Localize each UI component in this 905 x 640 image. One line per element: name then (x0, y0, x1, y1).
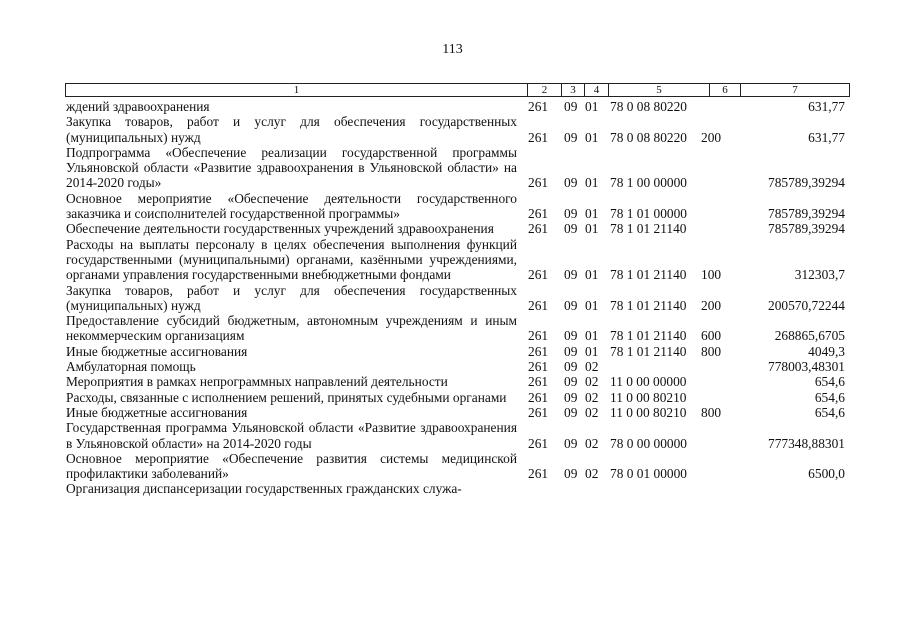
row-target-code: 78 1 01 00000 (610, 206, 687, 222)
row-subsection-code: 02 (585, 374, 599, 390)
page-number: 113 (442, 42, 463, 57)
row-admin-code: 261 (528, 175, 549, 191)
header-col-2: 2 (527, 84, 561, 96)
row-expense-type: 800 (701, 343, 722, 359)
row-amount: 631,77 (808, 99, 845, 114)
row-subsection-code: 01 (585, 206, 599, 222)
row-admin-code: 261 (528, 297, 549, 313)
row-section-code: 09 (564, 343, 578, 359)
row-admin-code: 261 (528, 343, 549, 359)
row-admin-code: 261 (528, 129, 549, 145)
row-name: ждений здравоохранения (66, 99, 210, 114)
row-section-code: 09 (564, 404, 578, 420)
table-row (66, 374, 856, 389)
row-admin-code: 261 (528, 99, 549, 114)
row-expense-type: 100 (701, 267, 722, 283)
table-row (66, 481, 856, 496)
header-col-5: 5 (608, 84, 709, 96)
row-amount: 654,6 (814, 374, 845, 390)
row-amount: 312303,7 (794, 267, 845, 283)
row-name: Мероприятия в рамках непрограммных направлений деятельности (66, 374, 448, 390)
table-row (66, 114, 856, 145)
row-admin-code: 261 (528, 389, 549, 405)
row-subsection-code: 01 (585, 343, 599, 359)
row-subsection-code: 02 (585, 359, 599, 375)
row-subsection-code: 01 (585, 221, 599, 237)
row-section-code: 09 (564, 175, 578, 191)
row-name: Организация диспансеризации государственных гражданских служа- (66, 481, 462, 497)
header-col-6: 6 (709, 84, 740, 96)
table-row (66, 145, 856, 191)
row-name: Предоставление субсидий бюджетным, автономным учреждениям и иным некоммерческим организациям (66, 313, 517, 344)
header-col-4: 4 (584, 84, 608, 96)
row-target-code: 78 1 00 00000 (610, 175, 687, 191)
row-section-code: 09 (564, 359, 578, 375)
row-section-code: 09 (564, 466, 578, 482)
row-amount: 654,6 (814, 404, 845, 420)
row-admin-code: 261 (528, 328, 549, 344)
row-name: Расходы на выплаты персоналу в целях обеспечения выполнения функций государственными (муниципальными) органами, казёнными учреждениями, органами управления государственными внебюджетными фондами (66, 236, 517, 283)
row-name: Амбулаторная помощь (66, 359, 196, 375)
row-admin-code: 261 (528, 206, 549, 222)
row-target-code: 78 1 01 21140 (610, 267, 687, 283)
table-row (66, 221, 856, 236)
row-target-code: 78 0 08 80220 (610, 129, 687, 145)
table-row (66, 390, 856, 405)
table-row (66, 420, 856, 451)
row-section-code: 09 (564, 435, 578, 451)
table-header (65, 83, 850, 97)
row-target-code: 11 0 00 80210 (610, 404, 687, 420)
row-target-code: 78 0 08 80220 (610, 99, 687, 114)
row-admin-code: 261 (528, 435, 549, 451)
row-target-code: 78 1 01 21140 (610, 343, 687, 359)
row-amount: 631,77 (808, 129, 845, 145)
row-section-code: 09 (564, 129, 578, 145)
table-row (66, 451, 856, 482)
row-amount: 785789,39294 (768, 221, 845, 237)
row-target-code: 11 0 00 00000 (610, 374, 687, 390)
row-name: Основное мероприятие «Обеспечение деятельности государственного заказчика и соисполнителей государственной программы» (66, 190, 517, 222)
row-target-code: 11 0 00 80210 (610, 389, 687, 405)
row-admin-code: 261 (528, 466, 549, 482)
header-col-3: 3 (561, 84, 584, 96)
row-name: Государственная программа Ульяновской области «Развитие здравоохранения в Ульяновской области» на 2014-2020 годы (66, 420, 517, 451)
table-row (66, 99, 856, 114)
row-name: Подпрограмма «Обеспечение реализации государственной программы Ульяновской области «Развитие здравоохранения в Ульяновской области» на 2014-2020 годы» (66, 144, 517, 191)
row-target-code: 78 1 01 21140 (610, 297, 687, 313)
row-admin-code: 261 (528, 221, 549, 237)
table-body (66, 99, 856, 497)
table-row (66, 283, 856, 314)
row-section-code: 09 (564, 374, 578, 390)
row-amount: 6500,0 (808, 466, 845, 482)
row-target-code: 78 0 01 00000 (610, 466, 687, 482)
row-expense-type: 600 (701, 328, 722, 344)
row-name: Закупка товаров, работ и услуг для обеспечения государственных (муниципальных) нужд (66, 114, 517, 145)
row-amount: 785789,39294 (768, 206, 845, 222)
row-amount: 654,6 (814, 389, 845, 405)
row-section-code: 09 (564, 99, 578, 114)
row-amount: 4049,3 (808, 343, 845, 359)
row-amount: 268865,6705 (774, 328, 845, 344)
row-amount: 778003,48301 (768, 359, 845, 375)
row-subsection-code: 02 (585, 466, 599, 482)
row-admin-code: 261 (528, 404, 549, 420)
row-subsection-code: 02 (585, 404, 599, 420)
row-expense-type: 800 (701, 404, 722, 420)
row-target-code: 78 0 00 00000 (610, 435, 687, 451)
table-row (66, 313, 856, 344)
row-admin-code: 261 (528, 374, 549, 390)
row-section-code: 09 (564, 206, 578, 222)
row-section-code: 09 (564, 328, 578, 344)
row-amount: 777348,88301 (768, 435, 845, 451)
row-admin-code: 261 (528, 267, 549, 283)
row-target-code: 78 1 01 21140 (610, 221, 687, 237)
table-row (66, 405, 856, 420)
row-amount: 200570,72244 (768, 297, 845, 313)
header-col-7: 7 (740, 84, 849, 96)
row-section-code: 09 (564, 297, 578, 313)
row-name: Основное мероприятие «Обеспечение развития системы медицинской профилактики заболеваний» (66, 450, 517, 482)
table-row (66, 237, 856, 283)
row-subsection-code: 01 (585, 129, 599, 145)
header-col-1: 1 (293, 84, 300, 96)
row-name: Иные бюджетные ассигнования (66, 343, 248, 359)
row-name: Иные бюджетные ассигнования (66, 404, 248, 420)
row-admin-code: 261 (528, 359, 549, 375)
row-section-code: 09 (564, 389, 578, 405)
table-row (66, 344, 856, 359)
row-expense-type: 200 (701, 297, 722, 313)
row-subsection-code: 01 (585, 175, 599, 191)
row-name: Расходы, связанные с исполнением решений, принятых судебными органами (66, 389, 507, 405)
row-expense-type: 200 (701, 129, 722, 145)
row-subsection-code: 01 (585, 297, 599, 313)
row-subsection-code: 02 (585, 389, 599, 405)
row-subsection-code: 01 (585, 267, 599, 283)
row-name: Обеспечение деятельности государственных учреждений здравоохранения (66, 221, 494, 237)
row-subsection-code: 01 (585, 328, 599, 344)
row-subsection-code: 01 (585, 99, 599, 114)
row-target-code: 78 1 01 21140 (610, 328, 687, 344)
row-section-code: 09 (564, 267, 578, 283)
row-section-code: 09 (564, 221, 578, 237)
row-subsection-code: 02 (585, 435, 599, 451)
table-row (66, 359, 856, 374)
table-row (66, 191, 856, 222)
row-amount: 785789,39294 (768, 175, 845, 191)
row-name: Закупка товаров, работ и услуг для обеспечения государственных (муниципальных) нужд (66, 282, 517, 313)
